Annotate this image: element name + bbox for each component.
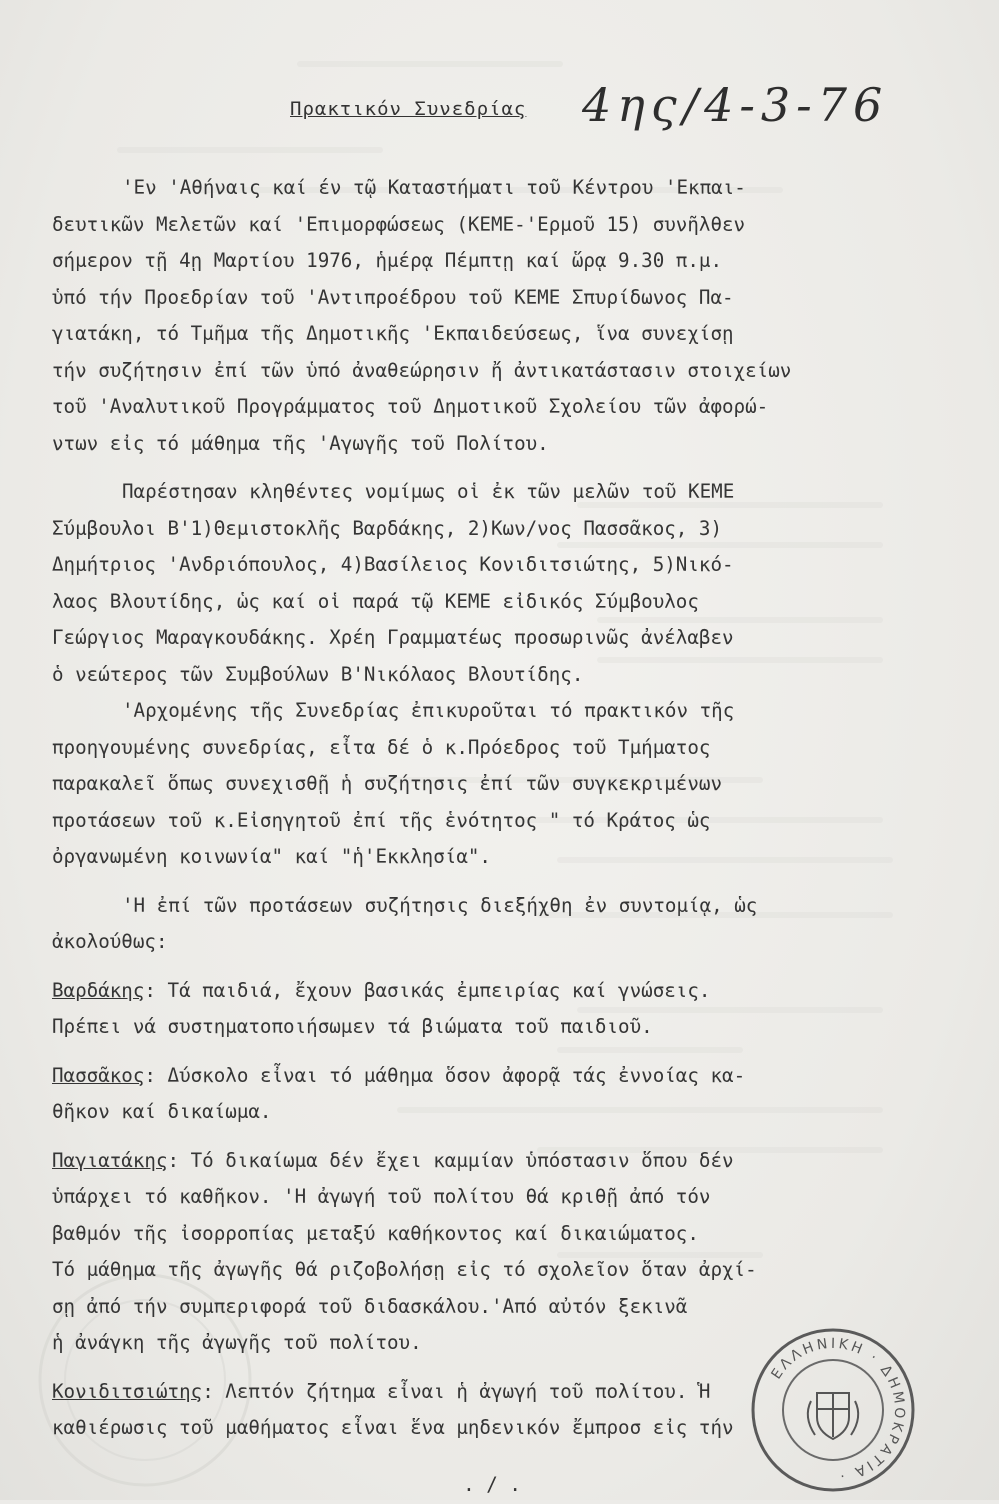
text-line: σήμερον τῇ 4ῃ Μαρτίου 1976, ἡμέρᾳ Πέμπτῃ καί ὥρᾳ 9.30 π.μ. bbox=[52, 249, 723, 272]
speaker-name: Πασσᾶκος bbox=[52, 1063, 145, 1087]
minutes-body bbox=[52, 170, 932, 1503]
text-line: ὀργανωμένη κοινωνία" καί "ἡ'Εκκλησία". bbox=[52, 845, 491, 868]
speaker-statement: : Λεπτόν ζήτημα εἶναι ἡ ἀγωγή τοῦ πολίτου. Ἡ bbox=[202, 1379, 711, 1403]
speaker-line bbox=[52, 973, 932, 1010]
text-line: σῃ ἀπό τήν συμπεριφορά τοῦ διδασκάλου.'Από αὐτόν ξεκινᾶ bbox=[52, 1294, 688, 1318]
text-line: ἀκολούθως: bbox=[52, 930, 168, 953]
speaker-line bbox=[52, 1143, 932, 1180]
text-line: παρακαλεῖ ὅπως συνεχισθῇ ἡ συζήτησις ἐπί τῶν συγκεκριμένων bbox=[52, 772, 723, 795]
text-line: ὑπό τήν Προεδρίαν τοῦ 'Αντιπροέδρου τοῦ ΚΕΜΕ Σπυρίδωνος Πα- bbox=[52, 285, 734, 309]
speaker-name: Κονιδιτσιώτης bbox=[52, 1379, 203, 1403]
text-line: προτάσεων τοῦ κ.Εἰσηγητοῦ ἐπί τῆς ἑνότητος " τό Κράτος ὡς bbox=[52, 808, 711, 832]
paragraph-gap bbox=[52, 462, 932, 474]
handwritten-session-reference: 4ης/4-3-76 bbox=[582, 78, 889, 132]
svg-text:ΕΛΛΗΝΙΚΗ · ΔΗΜΟΚΡΑΤΙΑ ·: ΕΛΛΗΝΙΚΗ · ΔΗΜΟΚΡΑΤΙΑ · bbox=[768, 1335, 908, 1484]
text-line: Σύμβουλοι Β'1)Θεμιστοκλῆς Βαρδάκης, 2)Κων/νος Πασσᾶκος, 3) bbox=[52, 516, 723, 540]
speaker-statement: : Τά παιδιά, ἔχουν βασικάς ἐμπειρίας καί γνώσεις. bbox=[144, 978, 711, 1002]
text-line: Γεώργιος Μαραγκουδάκης. Χρέη Γραμματέως προσωρινῶς ἀνέλαβεν bbox=[52, 626, 734, 649]
official-seal-stamp bbox=[748, 1325, 918, 1495]
text-line: 'Εν 'Αθήναις καί έν τῷ Καταστήματι τοῦ Κέντρου 'Εκπαι- bbox=[122, 176, 746, 199]
text-line: γιατάκη, τό Τμῆμα τῆς Δημοτικῆς 'Εκπαιδεύσεως, ἵνα συνεχίσῃ bbox=[52, 322, 734, 345]
page-title: Πρακτικόν Συνεδρίας bbox=[290, 98, 527, 120]
speaker-name: Παγιατάκης bbox=[52, 1148, 168, 1172]
title-row bbox=[290, 78, 910, 138]
paragraph-gap bbox=[52, 961, 932, 973]
text-line: Δημήτριος 'Ανδριόπουλος, 4)Βασίλειος Κονιδιτσιώτης, 5)Νικό- bbox=[52, 553, 734, 576]
text-line: ντων εἰς τό μάθημα τῆς 'Αγωγῆς τοῦ Πολίτου. bbox=[52, 431, 549, 455]
text-line: καθιέρωσις τοῦ μαθήματος εἶναι ἕνα μηδενικόν ἔμπροσ εἰς τήν bbox=[52, 1416, 734, 1439]
text-line: Πρέπει νά συστηματοποιήσωμεν τά βιώματα τοῦ παιδιοῦ. bbox=[52, 1015, 653, 1038]
speaker-statement: : Δύσκολο εἶναι τό μάθημα ὅσον ἀφορᾷ τάς ἐννοίας κα- bbox=[144, 1063, 746, 1087]
text-line: λαος Βλουτίδης, ὡς καί οἱ παρά τῷ ΚΕΜΕ εἰδικός Σύμβουλος bbox=[52, 589, 699, 613]
text-line: θῆκον καί δικαίωμα. bbox=[52, 1100, 272, 1123]
paragraph-gap bbox=[52, 876, 932, 888]
text-line: Τό μάθημα τῆς ἀγωγῆς θά ριζοβολήσῃ εἰς τό σχολεῖον ὅταν ἀρχί- bbox=[52, 1258, 757, 1281]
text-line: 'Αρχομένης τῆς Συνεδρίας ἐπικυροῦται τό πρακτικόν τῆς bbox=[122, 699, 735, 722]
speaker-name: Βαρδάκης bbox=[52, 978, 145, 1002]
text-line: Παρέστησαν κληθέντες νομίμως οἱ ἐκ τῶν μελῶν τοῦ ΚΕΜΕ bbox=[122, 480, 735, 503]
text-line: τοῦ 'Αναλυτικοῦ Προγράμματος τοῦ Δημοτικοῦ Σχολείου τῶν ἀφορώ- bbox=[52, 395, 769, 418]
text-line: δευτικῶν Μελετῶν καί 'Επιμορφώσεως (ΚΕΜΕ-'Ερμοῦ 15) συνῆλθεν bbox=[52, 212, 746, 236]
speaker-line bbox=[52, 1058, 932, 1095]
text-line: ἡ ἀνάγκη τῆς ἀγωγῆς τοῦ πολίτου. bbox=[52, 1331, 422, 1354]
paragraph-gap bbox=[52, 1131, 932, 1143]
text-line: προηγουμένης συνεδρίας, εἶτα δέ ὁ κ.Πρόεδρος τοῦ Τμήματος bbox=[52, 735, 711, 759]
text-line: 'Η ἐπί τῶν προτάσεων συζήτησις διεξήχθη ἐν συντομίᾳ, ὡς bbox=[122, 893, 758, 917]
speaker-statement: : Τό δικαίωμα δέν ἔχει καμμίαν ὑπόστασιν ὅπου δέν bbox=[167, 1148, 734, 1172]
text-line: ὁ νεώτερος τῶν Συμβούλων Β'Νικόλαος Βλουτίδης. bbox=[52, 662, 584, 686]
text-line: τήν συζήτησιν ἐπί τῶν ὑπό ἀναθεώρησιν ἤ ἀντικατάστασιν στοιχείων bbox=[52, 358, 792, 382]
page-continuation-mark: . / . bbox=[463, 1472, 521, 1496]
text-line: βαθμόν τῆς ἰσορροπίας μεταξύ καθήκοντος καί δικαιώματος. bbox=[52, 1221, 699, 1245]
text-line: ὑπάρχει τό καθῆκον. 'Η ἀγωγή τοῦ πολίτου θά κριθῇ ἀπό τόν bbox=[52, 1185, 711, 1208]
paragraph-gap bbox=[52, 1046, 932, 1058]
